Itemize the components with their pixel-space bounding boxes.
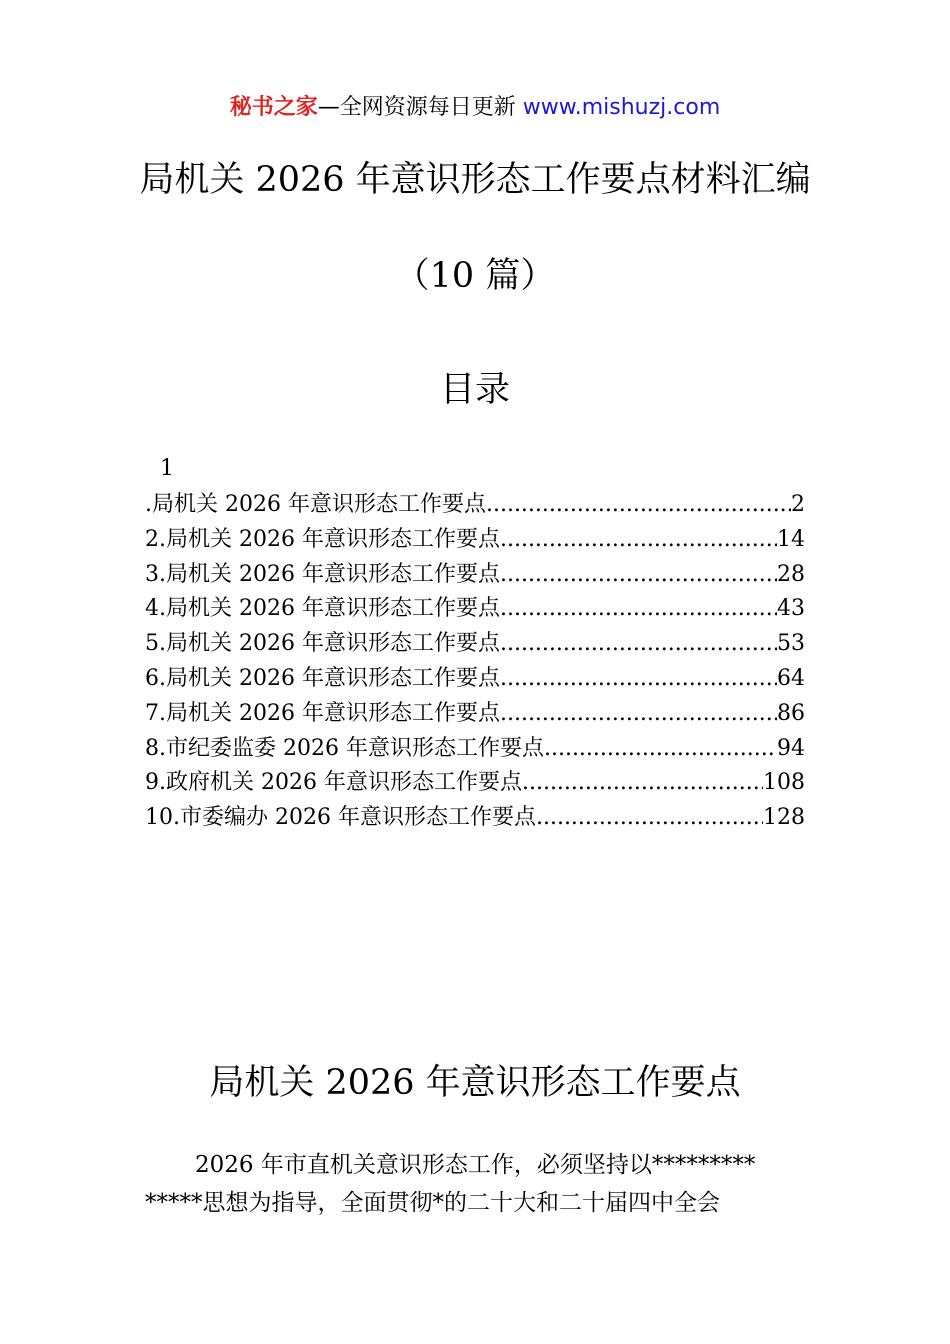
toc-entry-page: 86 <box>777 700 805 726</box>
toc-leader-dots <box>486 488 791 523</box>
toc-entry-label: 6.局机关 2026 年意识形态工作要点 <box>145 665 500 691</box>
toc-leader-dots <box>500 523 777 558</box>
toc-leader-dots <box>500 627 777 662</box>
toc-entry[interactable] <box>145 523 805 558</box>
banner-url-link[interactable]: www.mishuzj.com <box>522 95 721 120</box>
toc-entry-label: 2.局机关 2026 年意识形态工作要点 <box>145 526 500 552</box>
toc-entry-page: 53 <box>777 631 805 657</box>
section-title: 局机关 2026 年意识形态工作要点 <box>209 1063 741 1103</box>
toc-heading: 目录 <box>439 370 510 410</box>
paragraph-line: *****思想为指导，全面贯彻*的二十大和二十届四中全会 <box>145 1190 720 1216</box>
toc-entry-page: 64 <box>777 665 805 691</box>
document-subtitle: （10 篇） <box>394 256 556 296</box>
toc-entry-label: 5.局机关 2026 年意识形态工作要点 <box>145 631 500 657</box>
paragraph-line: 2026 年市直机关意识形态工作，必须坚持以********* <box>195 1152 756 1178</box>
toc-entry[interactable] <box>145 488 805 523</box>
toc-entry[interactable] <box>145 627 805 662</box>
toc-entry-page: 28 <box>777 561 805 587</box>
toc-entry-page: 128 <box>763 805 805 831</box>
body-paragraph <box>145 1146 807 1222</box>
site-banner <box>0 90 950 121</box>
toc-entry-page: 14 <box>777 526 805 552</box>
toc-leader-dots <box>500 558 777 593</box>
toc-leader-dots <box>536 801 763 836</box>
toc-entry-label: 7.局机关 2026 年意识形态工作要点 <box>145 700 500 726</box>
document-title: 局机关 2026 年意识形态工作要点材料汇编 <box>139 160 811 200</box>
toc-entry[interactable] <box>145 732 805 767</box>
toc-entry-page: 43 <box>777 596 805 622</box>
toc-leader-dots <box>500 662 777 697</box>
toc-entry[interactable] <box>145 592 805 627</box>
toc-leader-dots <box>500 592 777 627</box>
toc-entry[interactable] <box>145 801 805 836</box>
toc-first-number: 1 <box>160 456 174 481</box>
toc-entry-label: 4.局机关 2026 年意识形态工作要点 <box>145 596 500 622</box>
toc-entry-page: 108 <box>763 770 805 796</box>
toc-entry[interactable] <box>145 766 805 801</box>
toc-leader-dots <box>544 732 777 767</box>
toc-leader-dots <box>522 766 763 801</box>
toc-entry-page: 2 <box>791 492 805 517</box>
toc-entry[interactable] <box>145 662 805 697</box>
toc-entry-label: 10.市委编办 2026 年意识形态工作要点 <box>145 805 536 831</box>
toc-entry-label: .局机关 2026 年意识形态工作要点 <box>145 492 486 517</box>
table-of-contents <box>145 488 805 836</box>
toc-entry[interactable] <box>145 558 805 593</box>
toc-entry-label: 3.局机关 2026 年意识形态工作要点 <box>145 561 500 587</box>
banner-tagline: —全网资源每日更新 <box>317 95 523 120</box>
toc-entry-label: 9.政府机关 2026 年意识形态工作要点 <box>145 770 522 796</box>
toc-entry[interactable] <box>145 697 805 732</box>
toc-entry-page: 94 <box>777 735 805 761</box>
toc-leader-dots <box>500 697 777 732</box>
banner-brand: 秘书之家 <box>229 95 318 120</box>
toc-entry-label: 8.市纪委监委 2026 年意识形态工作要点 <box>145 735 544 761</box>
